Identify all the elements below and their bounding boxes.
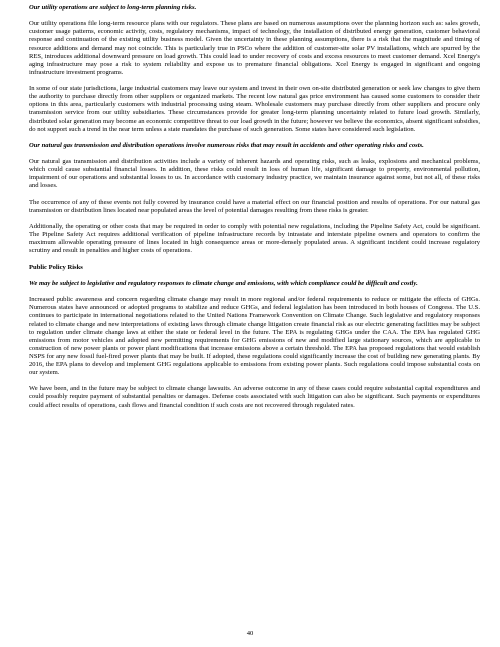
paragraph: Additionally, the operating or other costs that may be required in order to comply with potential new regulations, including the Pipeline Safety Act, could be significant. The Pipeline Safety Act requires additional verification of pipeline infrastructure records by intrastate and interstate pipeline owners and operators to confirm the maximum allowable operating pressure of lines located in high consequence areas or more-densely populated areas. A significant incident could increase regulatory scrutiny and result in penalties and higher costs of operations.	[29, 223, 480, 255]
paragraph: Increased public awareness and concern regarding climate change may result in more regional and/or federal requirements to reduce or mitigate the effects of GHGs. Numerous states have announced or adopted programs to stabilize and reduce GHGs, and federal legislation has been introduced in both houses of Congress. The U.S. continues to participate in international negotiations related to the United Nations Framework Convention on Climate Change. Such legislative and regulatory responses related to climate change and new interpretations of existing laws through climate change litigation create financial risk as our electric generating facilities may be subject to regulation under climate change laws at either the state or federal level in the future. The EPA is regulating GHGs under the CAA. The EPA has regulated GHG emissions from motor vehicles and adopted new permitting requirements for GHG emissions of new and modified large stationary sources, which are applicable to construction of new power plants or power plant modifications that increase emissions above a certain threshold. The EPA has proposed regulations that would establish NSPS for any new fossil fuel-fired power plants that may be built. If adopted, these regulations could significantly increase the cost of building new generating plants. By 2016, the EPA plans to develop and implement GHG regulations applicable to emissions from existing power plants. Such regulations could impose substantial costs on our system.	[29, 296, 480, 377]
document-page	[29, 4, 480, 418]
paragraph: We have been, and in the future may be subject to climate change lawsuits. An adverse outcome in any of these cases could require substantial capital expenditures and could possibly require payment of substantial penalties or damages. Defense costs associated with such litigation can also be significant. Such payments or expenditures could affect results of operations, cash flows and financial condition if such costs are not recovered through regulated rates.	[29, 385, 480, 409]
paragraph: The occurrence of any of these events not fully covered by insurance could have a material effect on our financial position and results of operations. For our natural gas transmission or distribution lines located near populated areas the level of potential damages resulting from these risks is greater.	[29, 198, 480, 214]
paragraph: In some of our state jurisdictions, large industrial customers may leave our system and invest in their own on-site distributed generation or seek law changes to give them the authority to purchase directly from other suppliers or organized markets. The recent low natural gas price environment has caused some customers to consider their options in this area, particularly customers with industrial processing using steam. Wholesale customers may purchase directly from other suppliers and procure only transmission service from our utility subsidiaries. These circumstances provide for greater long-term planning uncertainty related to future load growth. Similarly, distributed solar generation may become an economic competitive threat to our load growth in the future; however we believe the economics, absent significant subsidies, do not support such a trend in the near term unless a state mandates the purchase of such generation. Some states have considered such legislation.	[29, 85, 480, 133]
page-number: 40	[246, 630, 254, 637]
paragraph: Our utility operations file long-term resource plans with our regulators. These plans are based on numerous assumptions over the planning horizon such as: sales growth, customer usage patterns, economic activity, costs, regulatory mechanisms, impact of technology, the installation of distributed energy generation, customer behavioral response and continuation of the existing utility business model. Given the uncertainty in these planning assumptions, there is a risk that the magnitude and timing of resource additions and demand may not coincide. This is particularly true in PSCo where the addition of customer-site solar PV installations, which are spurred by the RES, introduces additional downward pressure on load growth. This could lead to under recovery of costs and excess resources to meet customer demand. Xcel Energy's aging infrastructure may pose a risk to system reliability and expose us to premature financial obligations. Xcel Energy is engaged in significant and ongoing infrastructure investment programs.	[29, 20, 480, 76]
section-heading: We may be subject to legislative and regulatory responses to climate change and emissions, with which compliance could be difficult and costly.	[29, 279, 418, 287]
section-heading: Our utility operations are subject to long-term planning risks.	[29, 4, 197, 11]
paragraph: Our natural gas transmission and distribution activities include a variety of inherent hazards and operating risks, such as leaks, explosions and mechanical problems, which could cause substantial financial losses. In addition, these risks could result in loss of human life, significant damage to property, environmental pollution, impairment of our operations and substantial losses to us. In accordance with customary industry practice, we maintain insurance against some, but not all, of these risks and losses.	[29, 158, 480, 190]
section-title: Public Policy Risks	[29, 263, 83, 271]
section-heading: Our natural gas transmission and distribution operations involve numerous risks that may result in accidents and other operating risks and costs.	[29, 141, 424, 149]
